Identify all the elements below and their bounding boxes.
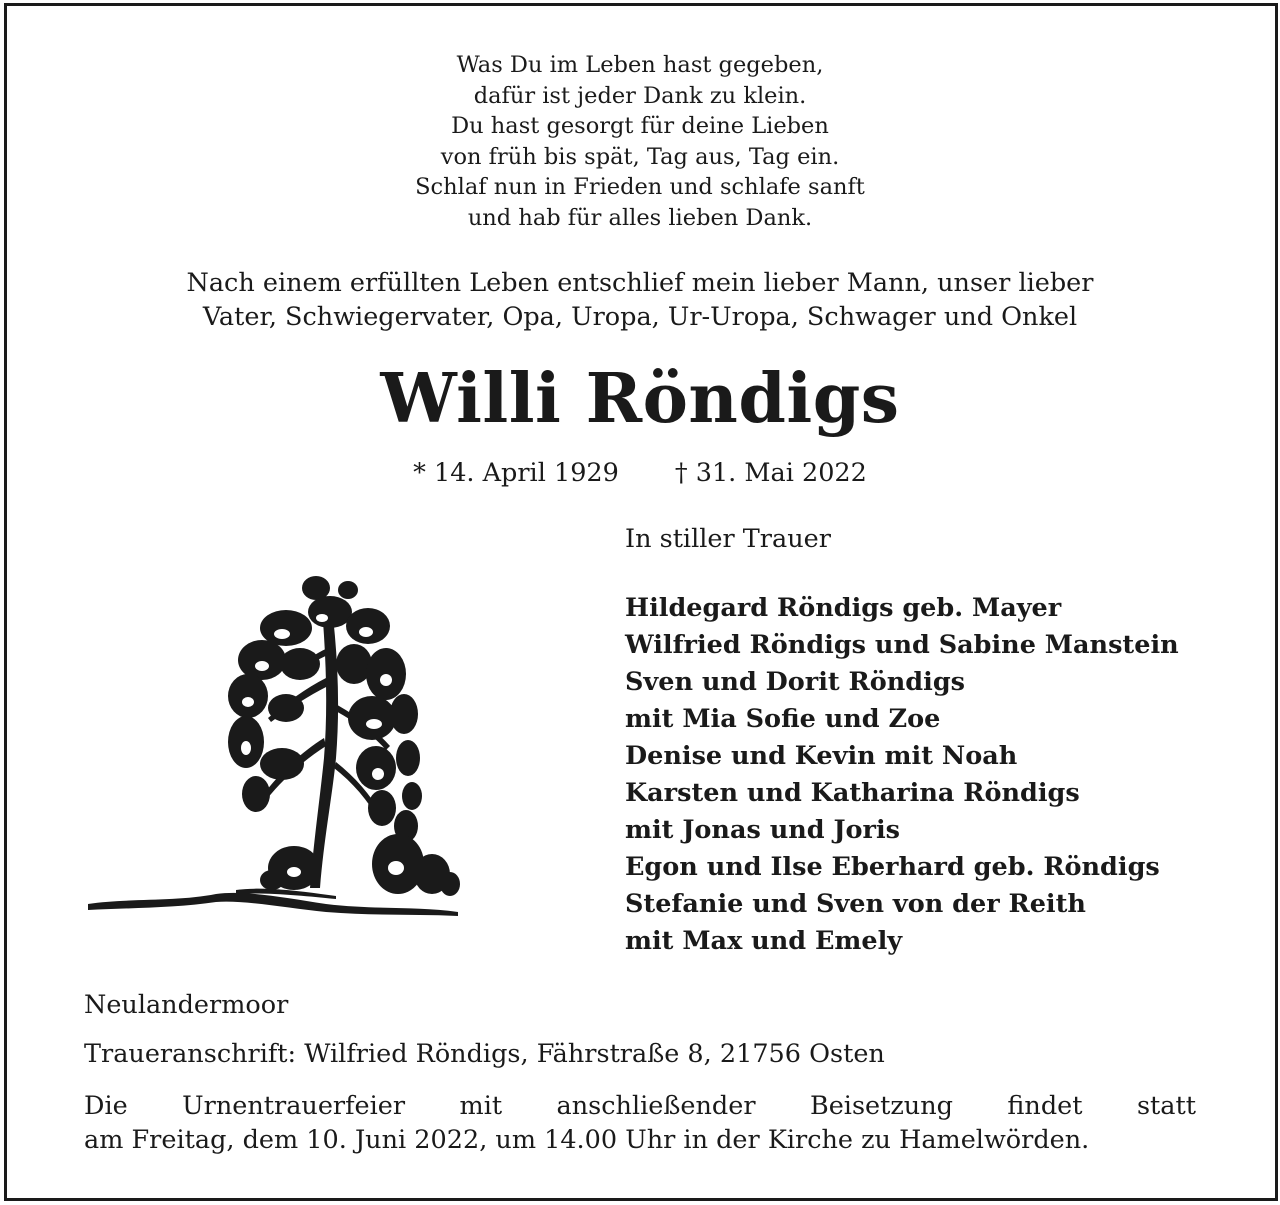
poem-line: Schlaf nun in Frieden und schlafe sanft — [415, 174, 865, 200]
intro-line: Vater, Schwiegervater, Opa, Uropa, Ur-Uropa, Schwager und Onkel — [202, 302, 1078, 332]
poem-line: dafür ist jeder Dank zu klein. — [473, 82, 807, 109]
death-date: † 31. Mai 2022 — [674, 458, 867, 488]
mourner-line: Sven und Dorit Röndigs — [625, 667, 966, 697]
mourner-line: mit Max und Emely — [625, 926, 903, 956]
place-of-residence: Neulandermoor — [84, 990, 289, 1020]
deceased-name: Willi Röndigs — [380, 359, 900, 439]
mourner-line: mit Mia Sofie und Zoe — [625, 704, 941, 734]
mourner-line: Wilfried Röndigs und Sabine Manstein — [625, 630, 1179, 660]
intro-line: Nach einem erfüllten Leben entschlief mein lieber Mann, unser lieber — [186, 268, 1094, 298]
poem-line: von früh bis spät, Tag aus, Tag ein. — [440, 143, 840, 170]
mourning-address: Traueranschrift: Wilfried Röndigs, Fährstraße 8, 21756 Osten — [84, 1039, 885, 1069]
mourners-list — [625, 590, 1179, 960]
poem-line: und hab für alles lieben Dank. — [467, 204, 813, 231]
mourner-line: Karsten und Katharina Röndigs — [625, 778, 1080, 808]
mourner-line: Denise und Kevin mit Noah — [625, 741, 1018, 771]
life-dates — [0, 456, 1280, 490]
poem-line: Du hast gesorgt für deine Lieben — [451, 113, 829, 139]
ceremony-line: am Freitag, dem 10. Juni 2022, um 14.00 Uhr in der Kirche zu Hamelwörden. — [84, 1125, 1090, 1155]
memorial-poem — [0, 50, 1280, 233]
death-announcement-intro — [0, 266, 1280, 334]
ceremony-line: Die Urnentrauerfeier mit anschließender Beisetzung findet statt — [84, 1091, 1196, 1121]
mourner-line: mit Jonas und Joris — [625, 815, 901, 845]
birth-date: * 14. April 1929 — [413, 458, 619, 488]
mourner-line: Egon und Ilse Eberhard geb. Röndigs — [625, 852, 1160, 882]
mourner-line: Stefanie und Sven von der Reith — [625, 889, 1086, 919]
poem-line: Was Du im Leben hast gegeben, — [456, 52, 824, 78]
ceremony-details — [84, 1089, 1196, 1157]
mourner-line: Hildegard Röndigs geb. Mayer — [625, 593, 1062, 623]
mourning-heading: In stiller Trauer — [625, 524, 831, 554]
birch-tree-icon — [86, 568, 466, 920]
